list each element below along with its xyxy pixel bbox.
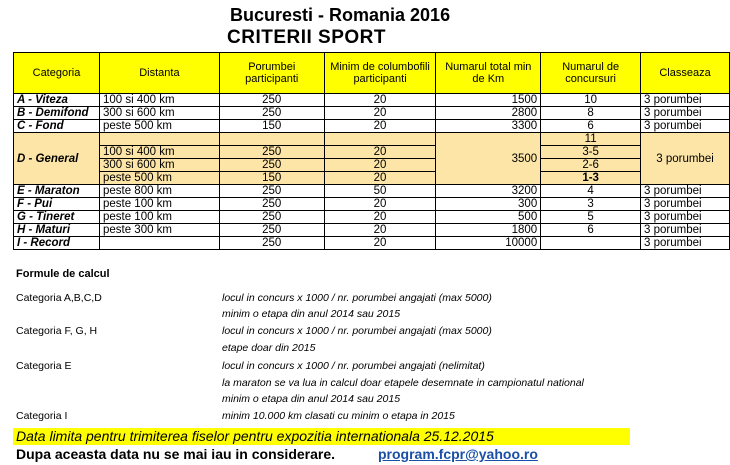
formulas-heading: Formule de calcul bbox=[16, 268, 110, 280]
cell-category: C - Fond bbox=[14, 120, 100, 133]
page-subtitle: CRITERII SPORT bbox=[227, 27, 387, 48]
cell-concursuri: 11 bbox=[541, 133, 641, 146]
after-deadline-note: Dupa aceasta data nu se mai iau in considerare. bbox=[16, 446, 336, 462]
cell-category: I - Record bbox=[14, 237, 100, 250]
cell-porumbei: 150 bbox=[219, 172, 324, 185]
cell-empty bbox=[99, 133, 219, 146]
cell-km: 300 bbox=[436, 198, 541, 211]
cell-classeaza: 3 porumbei bbox=[641, 185, 730, 198]
cell-distance: peste 500 km bbox=[99, 172, 219, 185]
general-subrow bbox=[14, 159, 730, 172]
cell-concursuri: 10 bbox=[541, 94, 641, 107]
cell-minim: 20 bbox=[324, 172, 436, 185]
cell-classeaza: 3 porumbei bbox=[641, 120, 730, 133]
cell-minim: 20 bbox=[324, 224, 436, 237]
cell-porumbei: 250 bbox=[219, 94, 324, 107]
cell-distance: peste 800 km bbox=[99, 185, 219, 198]
cell-category-general: D - General bbox=[14, 133, 100, 185]
email-link[interactable]: program.fcpr@yahoo.ro bbox=[378, 446, 538, 462]
table-row bbox=[14, 198, 730, 211]
criteria-table bbox=[13, 52, 730, 250]
table-row bbox=[14, 224, 730, 237]
cell-distance: 100 si 400 km bbox=[99, 146, 219, 159]
cell-porumbei: 250 bbox=[219, 185, 324, 198]
formula-text: la maraton se va lua in calcul doar etapele desemnate in campionatul national bbox=[222, 377, 584, 389]
cell-distance: peste 100 km bbox=[99, 211, 219, 224]
cell-porumbei: 250 bbox=[219, 237, 324, 250]
cell-distance: 300 si 600 km bbox=[99, 107, 219, 120]
table-header-row bbox=[14, 53, 730, 94]
cell-porumbei: 250 bbox=[219, 107, 324, 120]
formula-text: minim o etapa din anul 2014 sau 2015 bbox=[222, 393, 401, 405]
page-title: Bucuresti - Romania 2016 bbox=[230, 5, 451, 25]
cell-distance bbox=[99, 237, 219, 250]
formula-label: Categoria I bbox=[16, 410, 68, 422]
cell-minim: 20 bbox=[324, 146, 436, 159]
cell-empty bbox=[324, 133, 436, 146]
cell-concursuri: 8 bbox=[541, 107, 641, 120]
formula-text: etape doar din 2015 bbox=[222, 342, 316, 354]
cell-porumbei: 250 bbox=[219, 198, 324, 211]
cell-category: A - Viteza bbox=[14, 94, 100, 107]
cell-classeaza: 3 porumbei bbox=[641, 224, 730, 237]
table-row bbox=[14, 107, 730, 120]
cell-km-general: 3500 bbox=[436, 133, 541, 185]
cell-classeaza: 3 porumbei bbox=[641, 107, 730, 120]
cell-concursuri: 5 bbox=[541, 211, 641, 224]
cell-category: B - Demifond bbox=[14, 107, 100, 120]
cell-minim: 50 bbox=[324, 185, 436, 198]
header-classeaza: Classeaza bbox=[641, 53, 730, 94]
table-row bbox=[14, 185, 730, 198]
cell-concursuri: 2-6 bbox=[541, 159, 641, 172]
formula-text: locul in concurs x 1000 / nr. porumbei angajati (max 5000) bbox=[222, 325, 492, 337]
formula-text: minim 10.000 km clasati cu minim o etapa in 2015 bbox=[222, 410, 455, 422]
cell-km: 500 bbox=[436, 211, 541, 224]
cell-category: E - Maraton bbox=[14, 185, 100, 198]
cell-porumbei: 250 bbox=[219, 211, 324, 224]
cell-minim: 20 bbox=[324, 107, 436, 120]
cell-distance: 100 si 400 km bbox=[99, 94, 219, 107]
cell-km: 1800 bbox=[436, 224, 541, 237]
cell-minim: 20 bbox=[324, 94, 436, 107]
header-porumbei: Porumbei participanti bbox=[219, 53, 324, 94]
cell-minim: 20 bbox=[324, 198, 436, 211]
cell-empty bbox=[219, 133, 324, 146]
header-concursuri: Numarul de concursuri bbox=[541, 53, 641, 94]
formula-text: minim o etapa din anul 2014 sau 2015 bbox=[222, 308, 401, 320]
cell-minim: 20 bbox=[324, 211, 436, 224]
general-row bbox=[14, 133, 730, 146]
formula-label: Categoria A,B,C,D bbox=[16, 292, 102, 304]
cell-concursuri: 6 bbox=[541, 224, 641, 237]
formula-label: Categoria E bbox=[16, 360, 72, 372]
cell-classeaza-general: 3 porumbei bbox=[641, 133, 730, 185]
cell-category: F - Pui bbox=[14, 198, 100, 211]
cell-porumbei: 150 bbox=[219, 120, 324, 133]
cell-distance: 300 si 600 km bbox=[99, 159, 219, 172]
cell-concursuri: 3 bbox=[541, 198, 641, 211]
cell-minim: 20 bbox=[324, 120, 436, 133]
cell-km: 3200 bbox=[436, 185, 541, 198]
cell-classeaza: 3 porumbei bbox=[641, 237, 730, 250]
header-minim: Minim de columbofili participanti bbox=[324, 53, 436, 94]
cell-porumbei: 250 bbox=[219, 224, 324, 237]
cell-minim: 20 bbox=[324, 159, 436, 172]
cell-distance: peste 500 km bbox=[99, 120, 219, 133]
formula-label: Categoria F, G, H bbox=[16, 325, 98, 337]
cell-km: 1500 bbox=[436, 94, 541, 107]
cell-concursuri bbox=[541, 237, 641, 250]
formula-text: locul in concurs x 1000 / nr. porumbei angajati (max 5000) bbox=[222, 292, 492, 304]
formula-text: locul in concurs x 1000 / nr. porumbei angajati (nelimitat) bbox=[222, 360, 485, 372]
cell-porumbei: 250 bbox=[219, 159, 324, 172]
cell-km: 2800 bbox=[436, 107, 541, 120]
cell-concursuri: 3-5 bbox=[541, 146, 641, 159]
header-categoria: Categoria bbox=[14, 53, 100, 94]
table-row bbox=[14, 94, 730, 107]
general-subrow bbox=[14, 172, 730, 185]
cell-category: H - Maturi bbox=[14, 224, 100, 237]
cell-concursuri: 6 bbox=[541, 120, 641, 133]
deadline-banner: Data limita pentru trimiterea fiselor pentru expozitia internationala 25.12.2015 bbox=[13, 428, 630, 445]
cell-concursuri: 4 bbox=[541, 185, 641, 198]
table-row bbox=[14, 211, 730, 224]
cell-km: 10000 bbox=[436, 237, 541, 250]
table-row bbox=[14, 120, 730, 133]
cell-km: 3300 bbox=[436, 120, 541, 133]
cell-concursuri: 1-3 bbox=[541, 172, 641, 185]
cell-minim: 20 bbox=[324, 237, 436, 250]
header-distanta: Distanta bbox=[99, 53, 219, 94]
general-subrow bbox=[14, 146, 730, 159]
cell-distance: peste 100 km bbox=[99, 198, 219, 211]
cell-classeaza: 3 porumbei bbox=[641, 94, 730, 107]
header-km: Numarul total min de Km bbox=[436, 53, 541, 94]
cell-porumbei: 250 bbox=[219, 146, 324, 159]
cell-classeaza: 3 porumbei bbox=[641, 211, 730, 224]
cell-category: G - Tineret bbox=[14, 211, 100, 224]
cell-classeaza: 3 porumbei bbox=[641, 198, 730, 211]
table-row bbox=[14, 237, 730, 250]
cell-distance: peste 300 km bbox=[99, 224, 219, 237]
